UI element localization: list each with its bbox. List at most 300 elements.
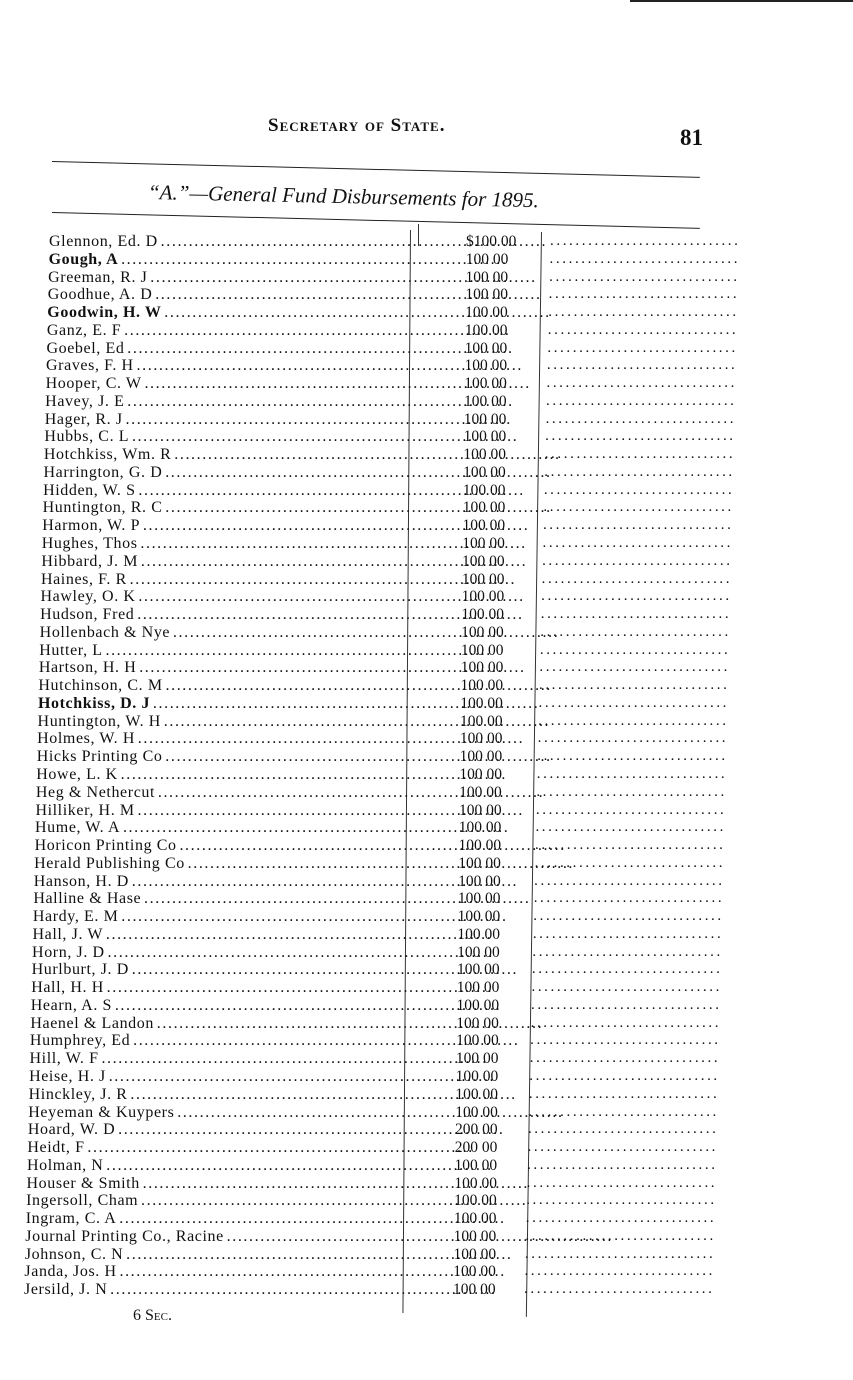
payee-name (34, 873, 398, 891)
payee-name (44, 446, 409, 464)
table-row (0, 695, 853, 713)
payee-name (39, 642, 403, 660)
amount: 100 00 (462, 535, 505, 553)
dotted-leader: .............................. (527, 1156, 718, 1173)
table-row (0, 393, 853, 411)
payee-name-text: Horn, J. D (32, 943, 105, 961)
payee-name-text: Holman, N (26, 1156, 104, 1174)
table-row (0, 606, 853, 624)
amount: 100 00 (456, 1014, 499, 1032)
dotted-leader: .............................. (535, 837, 726, 854)
amount: 100 00 (465, 304, 508, 322)
table-row (0, 482, 853, 500)
payee-name (26, 1192, 388, 1210)
dotted-leader: .............................. (541, 570, 733, 587)
dotted-leader: .............................. (524, 1245, 716, 1262)
payee-name (28, 1121, 391, 1139)
dotted-leader: .............................. (544, 463, 735, 480)
dotted-leader: .............................. (531, 996, 722, 1013)
payee-name-text: Hager, R. J (44, 410, 123, 428)
dotted-leader: .............................. (536, 765, 728, 782)
table-row (0, 1015, 853, 1033)
payee-name (45, 393, 410, 411)
amount: 100 00 (458, 819, 502, 837)
payee-name (30, 1032, 393, 1050)
payee-name-text: Hilliker, H. M (35, 801, 135, 819)
amount: 100 00 (465, 286, 508, 304)
amount: 100 00 (459, 730, 503, 748)
table-row (0, 908, 853, 926)
payee-name-text: Greeman, R. J (48, 268, 148, 286)
dotted-leader: .............................. (549, 250, 741, 267)
amount: 100 00 (454, 1174, 497, 1192)
payee-name (27, 1139, 390, 1157)
dotted-leader: .............................. (528, 1085, 720, 1102)
amount: 100 00 (460, 694, 503, 712)
payee-name (46, 340, 412, 358)
amount: 100 00 (460, 712, 503, 730)
dotted-leader: .............................. (546, 357, 738, 374)
page-number: 81 (680, 125, 703, 150)
table-row (0, 730, 853, 748)
table-row (0, 251, 853, 269)
payee-name (39, 659, 403, 677)
payee-name-text: Hidden, W. S (43, 481, 136, 499)
payee-name (28, 1104, 391, 1122)
amount: 100 00 (461, 606, 504, 624)
payee-name (36, 784, 400, 802)
dotted-leader: .............................. (531, 961, 723, 978)
table-row (0, 1157, 853, 1175)
dotted-leader: .............................. (538, 694, 730, 711)
payee-name-text: Harrington, G. D (43, 463, 163, 481)
dotted-leader: .............................. (539, 659, 730, 676)
dotted-leader: .............................. (545, 428, 736, 445)
amount: 100 00 (463, 428, 507, 446)
payee-name-text: Hinckley, J. R (28, 1085, 128, 1103)
payee-name (42, 517, 407, 535)
table-row (0, 304, 853, 322)
table-row (0, 890, 853, 908)
dotted-leader: .............................. (549, 268, 740, 285)
title-top-rule (52, 161, 700, 178)
amount: 200 00 (454, 1139, 498, 1157)
payee-name (30, 1015, 393, 1033)
payee-name-text: Ingram, C. A (25, 1210, 117, 1228)
table-row (0, 961, 853, 979)
payee-name-text: Hubbs, C. L (44, 428, 130, 446)
payee-name-text: Hawley, O. K (40, 588, 136, 606)
payee-name-text: Huntington, R. C (42, 499, 163, 517)
running-head: Secretary of State. (268, 115, 446, 136)
table-row (0, 1175, 853, 1193)
payee-name (32, 961, 395, 979)
payee-name-text: Hooper, C. W (45, 375, 142, 393)
payee-name (43, 482, 408, 500)
dotted-leader: .............................. (537, 748, 728, 765)
amount: 100 00 (458, 837, 502, 855)
table-row (0, 979, 853, 997)
payee-name (46, 375, 411, 393)
amount: 100 00 (464, 375, 507, 393)
payee-name-text: Hicks Printing Co (36, 748, 163, 766)
payee-name (33, 890, 396, 908)
table-row (0, 766, 853, 784)
dotted-leader: .............................. (527, 1139, 719, 1156)
dotted-leader: .............................. (529, 1067, 720, 1084)
payee-name (26, 1210, 388, 1228)
dotted-leader: .............................. (545, 410, 737, 427)
table-row (0, 855, 853, 873)
payee-name-text: Graves, F. H (46, 357, 134, 375)
amount: 100 00 (461, 623, 504, 641)
payee-name (24, 1263, 386, 1281)
table-title: “A.”—General Fund Disbursements for 1895. (147, 180, 540, 213)
dotted-leader: .............................. (526, 1174, 718, 1191)
payee-name (49, 251, 415, 269)
amount: 100 00 (463, 446, 506, 464)
payee-name (25, 1246, 387, 1264)
amount: 100 00 (461, 588, 505, 606)
table-row (0, 784, 853, 802)
table-row (0, 944, 853, 962)
payee-name (31, 997, 394, 1015)
table-row (0, 642, 853, 660)
payee-name (35, 837, 399, 855)
payee-name-text: Harmon, W. P (42, 517, 141, 535)
amount: 100 00 (453, 1263, 496, 1281)
payee-name (44, 428, 409, 446)
payee-name (35, 819, 399, 837)
dotted-leader: .............................. (542, 517, 734, 534)
payee-name-text: Huntington, W. H (37, 712, 161, 730)
amount: 100 00 (458, 872, 501, 890)
payee-name (32, 926, 395, 944)
table-row (0, 926, 853, 944)
payee-name (27, 1175, 389, 1193)
table-row (0, 1104, 853, 1122)
amount: 100 00 (462, 499, 506, 517)
dotted-leader: .............................. (540, 606, 732, 623)
payee-name (31, 979, 394, 997)
payee-name-text: Journal Printing Co., Racine (25, 1227, 224, 1245)
payee-name (38, 713, 402, 731)
payee-name (41, 553, 406, 571)
amount: 100 00 (458, 801, 502, 819)
payee-name (27, 1157, 389, 1175)
dotted-leader: .............................. (538, 712, 729, 729)
payee-name-text: Holmes, W. H (37, 730, 135, 748)
dotted-leader: .............................. (532, 943, 723, 960)
table-row (0, 802, 853, 820)
payee-name-text: Howe, L. K (36, 765, 118, 783)
dotted-leader: .............................. (533, 908, 724, 925)
payee-name-text: Hearn, A. S (30, 996, 113, 1014)
dotted-leader: .............................. (528, 1103, 719, 1120)
dotted-leader: .............................. (543, 481, 735, 498)
table-row (0, 1121, 853, 1139)
payee-name-text: Humphrey, Ed (29, 1032, 131, 1050)
amount: 100 00 (455, 1050, 499, 1068)
payee-name-text: Goodwin, H. W (47, 304, 162, 322)
table-row (0, 748, 853, 766)
dotted-leader: .............................. (542, 552, 733, 569)
payee-name (43, 464, 408, 482)
payee-name-text: Jersild, J. N (24, 1281, 108, 1299)
payee-name (33, 908, 396, 926)
payee-name (43, 499, 408, 517)
table-row (0, 517, 853, 535)
payee-name-text: Heidt, F (27, 1139, 85, 1157)
amount: 100 00 (456, 979, 500, 997)
payee-name (35, 802, 399, 820)
payee-name-text: Hartson, H. H (38, 659, 137, 677)
table-row (0, 286, 853, 304)
table-row (0, 873, 853, 891)
dotted-leader: .............................. (532, 925, 724, 942)
payee-name (41, 571, 406, 589)
dotted-leader: .............................. (533, 890, 725, 907)
amount: 100 00 (456, 996, 500, 1014)
dotted-leader: .............................. (535, 819, 726, 836)
amount: 100 00 (453, 1281, 496, 1299)
amount: 100 00 (463, 410, 507, 428)
dotted-leader: .............................. (538, 677, 730, 694)
payee-name-text: Hall, J. W (32, 925, 104, 943)
amount: 100 00 (457, 943, 500, 961)
table-row (0, 1068, 853, 1086)
dotted-leader: .............................. (546, 392, 737, 409)
dotted-leader: .............................. (535, 801, 727, 818)
payee-name (48, 286, 414, 304)
table-row (0, 269, 853, 287)
amount: 100 00 (460, 659, 504, 677)
payee-name (30, 1050, 393, 1068)
table-row (0, 1086, 853, 1104)
payee-name (40, 624, 405, 642)
payee-name-text: Goebel, Ed (46, 339, 125, 357)
payee-name-text: Hurlburt, J. D (31, 961, 129, 979)
amount: 100 00 (462, 517, 506, 535)
amount: 100 00 (454, 1156, 498, 1174)
payee-name (45, 411, 410, 429)
payee-name-text: Havey, J. E (45, 392, 125, 410)
payee-name-text: Hoard, W. D (27, 1121, 116, 1139)
payee-name-text: Hardy, E. M (32, 908, 119, 926)
amount: 100 00 (461, 570, 505, 588)
amount: 100 00 (457, 908, 501, 926)
amount: 100 00 (460, 677, 504, 695)
table-row (0, 499, 853, 517)
table-row (0, 1263, 853, 1281)
table-row (0, 624, 853, 642)
table-row (0, 713, 853, 731)
dotted-leader: .............................. (527, 1121, 719, 1138)
amount: 100 00 (457, 925, 501, 943)
payee-name-text: Heise, H. J (29, 1067, 106, 1085)
dotted-leader: .............................. (544, 446, 736, 463)
table-row (0, 588, 853, 606)
payee-name (49, 233, 415, 251)
table-row (0, 233, 853, 251)
payee-name (47, 304, 413, 322)
dotted-leader: .............................. (550, 233, 741, 249)
amount: 100 00 (456, 961, 500, 979)
amount: 100 00 (457, 890, 501, 908)
dotted-leader: .............................. (547, 339, 738, 356)
table-row (0, 1139, 853, 1157)
dotted-leader: .............................. (531, 979, 722, 996)
dotted-leader: .............................. (539, 641, 731, 658)
payee-name-text: Halline & Hase (33, 890, 142, 908)
payee-name (47, 322, 413, 340)
payee-name-text: Heyeman & Kuypers (28, 1103, 175, 1121)
amount: 200 00 (454, 1121, 498, 1139)
payee-name (40, 606, 405, 624)
table-row (0, 322, 853, 340)
payee-name-text: Ingersoll, Cham (26, 1192, 139, 1210)
payee-name (37, 748, 401, 766)
amount: 100 00 (459, 783, 502, 801)
dotted-leader: .............................. (547, 321, 739, 338)
payee-name-text: Hutter, L (39, 641, 103, 659)
payee-name (38, 677, 402, 695)
amount: 100 00 (463, 463, 506, 481)
dotted-leader: .............................. (525, 1227, 716, 1244)
amount: 100 00 (455, 1067, 499, 1085)
payee-name-text: Glennon, Ed. D (49, 233, 158, 250)
payee-name (41, 588, 406, 606)
payee-name-text: Hollenbach & Nye (39, 623, 171, 641)
table-row (0, 535, 853, 553)
payee-name (46, 357, 412, 375)
payee-name-text: Hanson, H. D (33, 872, 129, 890)
table-row (0, 340, 853, 358)
payee-name-text: Haenel & Landon (30, 1014, 154, 1032)
amount: 100 00 (459, 765, 502, 783)
table-row (0, 357, 853, 375)
table-row (0, 446, 853, 464)
table-row (0, 428, 853, 446)
payee-name-text: Hudson, Fred (40, 606, 135, 624)
amount: 100 00 (455, 1085, 499, 1103)
payee-name-text: Hotchkiss, D. J (37, 694, 151, 712)
dotted-leader: .............................. (540, 623, 731, 640)
amount: 100 00 (453, 1245, 497, 1263)
table-row (0, 411, 853, 429)
amount: 100 00 (459, 748, 503, 766)
payee-name (37, 730, 401, 748)
dotted-leader: .............................. (524, 1281, 715, 1298)
table-row (0, 1246, 853, 1264)
table-row (0, 659, 853, 677)
payee-name-text: Goodhue, A. D (47, 286, 153, 304)
signature-mark: 6 Sec. (133, 1307, 172, 1324)
payee-name-text: Haines, F. R (40, 570, 127, 588)
payee-name-text: Hume, W. A (35, 819, 121, 837)
payee-name (24, 1281, 386, 1299)
table-row (0, 1192, 853, 1210)
table-row (0, 464, 853, 482)
amount: 100 00 (453, 1227, 497, 1245)
table-row (0, 571, 853, 589)
payee-name-text: Hughes, Thos (41, 535, 138, 553)
amount: 100 00 (464, 321, 508, 339)
payee-name-text: Herald Publishing Co (34, 854, 185, 872)
payee-name (36, 766, 400, 784)
payee-name (48, 269, 414, 287)
payee-name-text: Ganz, E. F (46, 321, 122, 339)
dotted-leader: .............................. (530, 1014, 722, 1031)
payee-name-text: Janda, Jos. H (24, 1263, 117, 1281)
table-row (0, 819, 853, 837)
amount: 100 00 (464, 339, 508, 357)
amount: 100 00 (453, 1210, 497, 1228)
amount: 100 00 (465, 250, 509, 268)
title-bottom-rule (52, 212, 700, 229)
dotted-leader: .............................. (548, 286, 740, 303)
dotted-leader: .............................. (526, 1192, 717, 1209)
payee-name (42, 535, 407, 553)
top-edge-rule (630, 0, 853, 2)
amount: 100 00 (462, 552, 505, 570)
payee-name-text: Horicon Printing Co (34, 837, 177, 855)
amount: 100 00 (456, 1032, 499, 1050)
payee-name-text: Gough, A (48, 250, 119, 268)
amount: $100 00 (466, 233, 517, 250)
table-row (0, 553, 853, 571)
payee-name (34, 855, 398, 873)
payee-name (32, 944, 395, 962)
dotted-leader: .............................. (543, 499, 734, 516)
amount: 100 00 (458, 854, 501, 872)
amount: 100 00 (455, 1103, 498, 1121)
dotted-leader: .............................. (548, 304, 739, 321)
payee-name (29, 1086, 392, 1104)
table-row (0, 997, 853, 1015)
table-row (0, 1228, 853, 1246)
payee-name (25, 1228, 387, 1246)
amount: 100 00 (462, 481, 506, 499)
payee-name-text: Hill, W. F (29, 1050, 99, 1068)
dotted-leader: .............................. (529, 1050, 721, 1067)
payee-name (29, 1068, 392, 1086)
payee-name-text: Johnson, C. N (24, 1245, 124, 1263)
table-row (0, 1210, 853, 1228)
dotted-leader: .............................. (530, 1032, 721, 1049)
dotted-leader: .............................. (525, 1210, 717, 1227)
table-row (0, 837, 853, 855)
table-row (0, 375, 853, 393)
amount: 100 00 (465, 268, 509, 286)
amount: 100 00 (460, 641, 504, 659)
amount: 100 00 (464, 357, 508, 375)
payee-name-text: Hutchinson, C. M (38, 677, 163, 695)
table-row (0, 1032, 853, 1050)
amount: 100 00 (454, 1192, 497, 1210)
disbursement-table (0, 233, 853, 1299)
payee-name-text: Hotchkiss, Wm. R (43, 446, 172, 464)
dotted-leader: .............................. (537, 730, 729, 747)
dotted-leader: .............................. (541, 588, 732, 605)
table-row (0, 1050, 853, 1068)
payee-name-text: Hall, H. H (31, 979, 104, 997)
payee-name (38, 695, 402, 713)
dotted-leader: .............................. (536, 783, 727, 800)
dotted-leader: .............................. (524, 1263, 715, 1280)
payee-name-text: Heg & Nethercut (35, 783, 156, 801)
table-row (0, 677, 853, 695)
